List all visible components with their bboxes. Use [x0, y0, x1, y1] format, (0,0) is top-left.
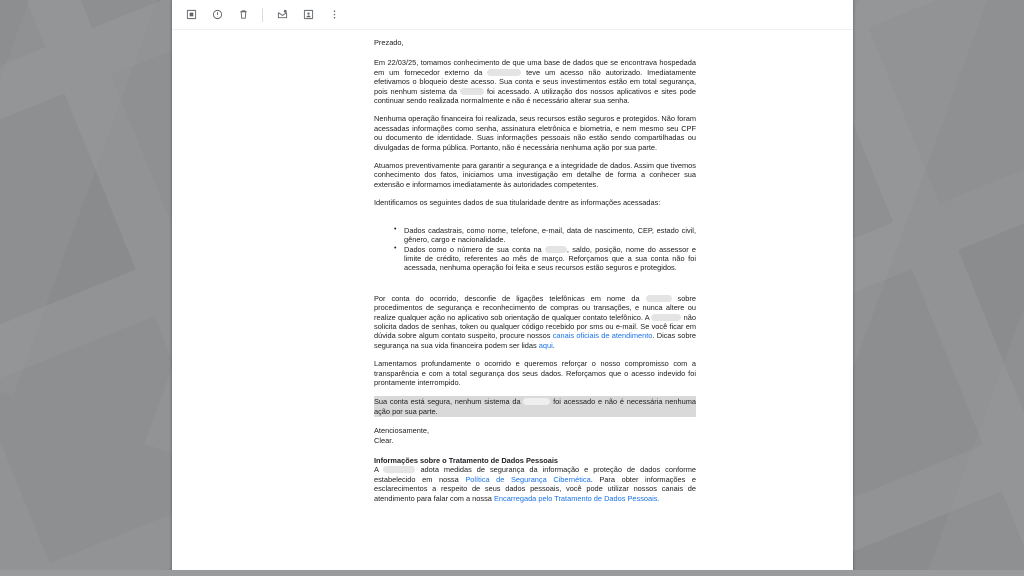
phishing-text-e: . — [552, 340, 555, 350]
trash-icon — [238, 9, 249, 20]
archive-button[interactable] — [178, 2, 204, 28]
paragraph-identified-data: Identificamos os seguintes dados de sua titularidade dentre as informações acessadas: — [374, 198, 661, 208]
paragraph-incident-text-a: Em 22/03/25, tomamos conhecimento de que uma base de dados que se encontrava hospedada em um fornecedor externo da — [374, 58, 696, 77]
redaction-company-4 — [646, 295, 672, 302]
delete-button[interactable] — [230, 2, 256, 28]
phishing-text-b: sobre procedimentos de segurança e reconhecimento de compras ou transações, e nunca altere ou realize qualquer ação no aplicativo sob orientação de qualquer contato telefônico. A — [374, 293, 696, 322]
paragraph-incident-text-b: teve um acesso não autorizado. Imediatamente efetivamos o bloqueio deste acesso. Sua conta e seus investimentos estão em total segurança, pois nenhum sistema da — [374, 67, 696, 96]
list-item-text-b: , saldo, posição, nome do assessor e limite de crédito, referentes ao mês de março. Reforçamos que a sua conta não foi acessada, nenhuma operação foi feita e seus recursos estão seguros e protegidos. — [404, 244, 696, 273]
list-item-text-a: Dados como o número de sua conta na — [404, 244, 545, 254]
paragraph-privacy-notice — [374, 465, 696, 503]
signature-closing: Atenciosamente, — [374, 426, 430, 436]
email-reader-panel — [172, 0, 853, 576]
bottom-clip-band — [0, 570, 1024, 576]
list-item-text-a: Dados cadastrais, como nome, telefone, e-mail, data de nascimento, CEP, estado civil, gênero, cargo e nacionalidade. — [404, 225, 696, 245]
paragraph-incident — [374, 58, 696, 105]
privacy-text-a: A — [374, 465, 384, 475]
toolbar-divider — [262, 8, 263, 22]
privacy-text-b: adota medidas de segurança da informação e proteção de dados conforme estabelecido em nossa — [374, 465, 696, 484]
paragraph-preventive-action: Atuamos preventivamente para garantir a segurança e a integridade de dados. Assim que tivemos conhecimento dos fatos, iniciamos uma investigação em detalhe de forma a conhecer sua extensão e informamos imediatamente às autoridades competentes. — [374, 161, 696, 189]
more-options-button[interactable] — [321, 2, 347, 28]
phishing-text-a: Por conta do ocorrido, desconfie de ligações telefônicas em nome da — [374, 293, 646, 303]
archive-icon — [186, 9, 197, 20]
redaction-company-6 — [523, 398, 550, 405]
mark-unread-icon — [277, 9, 288, 20]
list-item — [404, 226, 696, 245]
affected-data-list — [374, 226, 696, 273]
highlight-text-a: Sua conta está segura, nenhum sistema da — [374, 397, 524, 407]
paragraph-phishing-warning — [374, 294, 696, 350]
more-options-icon — [329, 9, 340, 20]
privacy-text-c: . Para obter informações e esclarecimentos a respeito de seus dados pessoais, você pode utilizar nossos canais de atendimento para falar com a nossa — [374, 474, 697, 503]
email-signature — [374, 426, 696, 445]
privacy-section-heading: Informações sobre o Tratamento de Dados Pessoais — [374, 456, 559, 465]
salutation: Prezado, — [374, 38, 404, 47]
list-item — [404, 245, 696, 273]
email-message-body — [172, 30, 853, 576]
paragraph-no-financial-operation: Nenhuma operação financeira foi realizada, seus recursos estão seguros e protegidos. Não foram acessadas informações como senha, assinatura eletrônica e biometria, e nem mesmo seu CPF ou documento de identidade. Suas informações pessoais não estão sendo compartilhadas ou divulgadas de forma pública. Portanto, não é necessária nenhuma ação por sua parte. — [374, 114, 696, 152]
security-tips-link[interactable]: aqui — [538, 340, 553, 350]
signature-name: Clear. — [374, 435, 394, 445]
redaction-company-5 — [651, 314, 681, 321]
paragraph-apology: Lamentamos profundamente o ocorrido e queremos reforçar o nosso compromisso com a transparência e com a total segurança dos seus dados. Reforçamos que o acesso indevido foi prontamente interrompido. — [374, 359, 696, 387]
move-to-icon — [303, 9, 314, 20]
phishing-text-c: não solicita dados de senhas, token ou qualquer código recebido por sms ou e-mail. Se você ficar em dúvida sobre algum contato suspeito, procure nossos — [374, 312, 696, 341]
report-spam-button[interactable] — [204, 2, 230, 28]
redaction-company-7 — [383, 466, 415, 473]
redaction-company-2 — [460, 88, 484, 95]
report-spam-icon — [212, 9, 223, 20]
paragraph-account-secure-highlight — [374, 396, 696, 417]
phishing-text-d: . Dicas sobre segurança na sua vida financeira podem ser lidas — [374, 331, 696, 350]
email-toolbar — [172, 0, 853, 30]
redaction-company-3 — [545, 246, 567, 253]
cyber-security-policy-link[interactable]: Política de Segurança Cibernética — [465, 474, 591, 484]
email-content — [374, 38, 696, 503]
official-channels-link[interactable]: canais oficiais de atendimento — [552, 331, 653, 341]
data-protection-officer-link[interactable]: Encarregada pelo Tratamento de Dados Pessoais. — [493, 493, 660, 503]
move-to-button[interactable] — [295, 2, 321, 28]
highlight-text-b: foi acessado e não é necessária nenhuma ação por sua parte. — [374, 397, 696, 416]
paragraph-incident-text-c: foi acessado. A utilização dos nossos aplicativos e sites pode continuar sendo realizada normalmente e não é necessário alterar sua senha. — [374, 86, 696, 106]
mark-unread-button[interactable] — [269, 2, 295, 28]
redaction-company-1 — [487, 69, 521, 76]
